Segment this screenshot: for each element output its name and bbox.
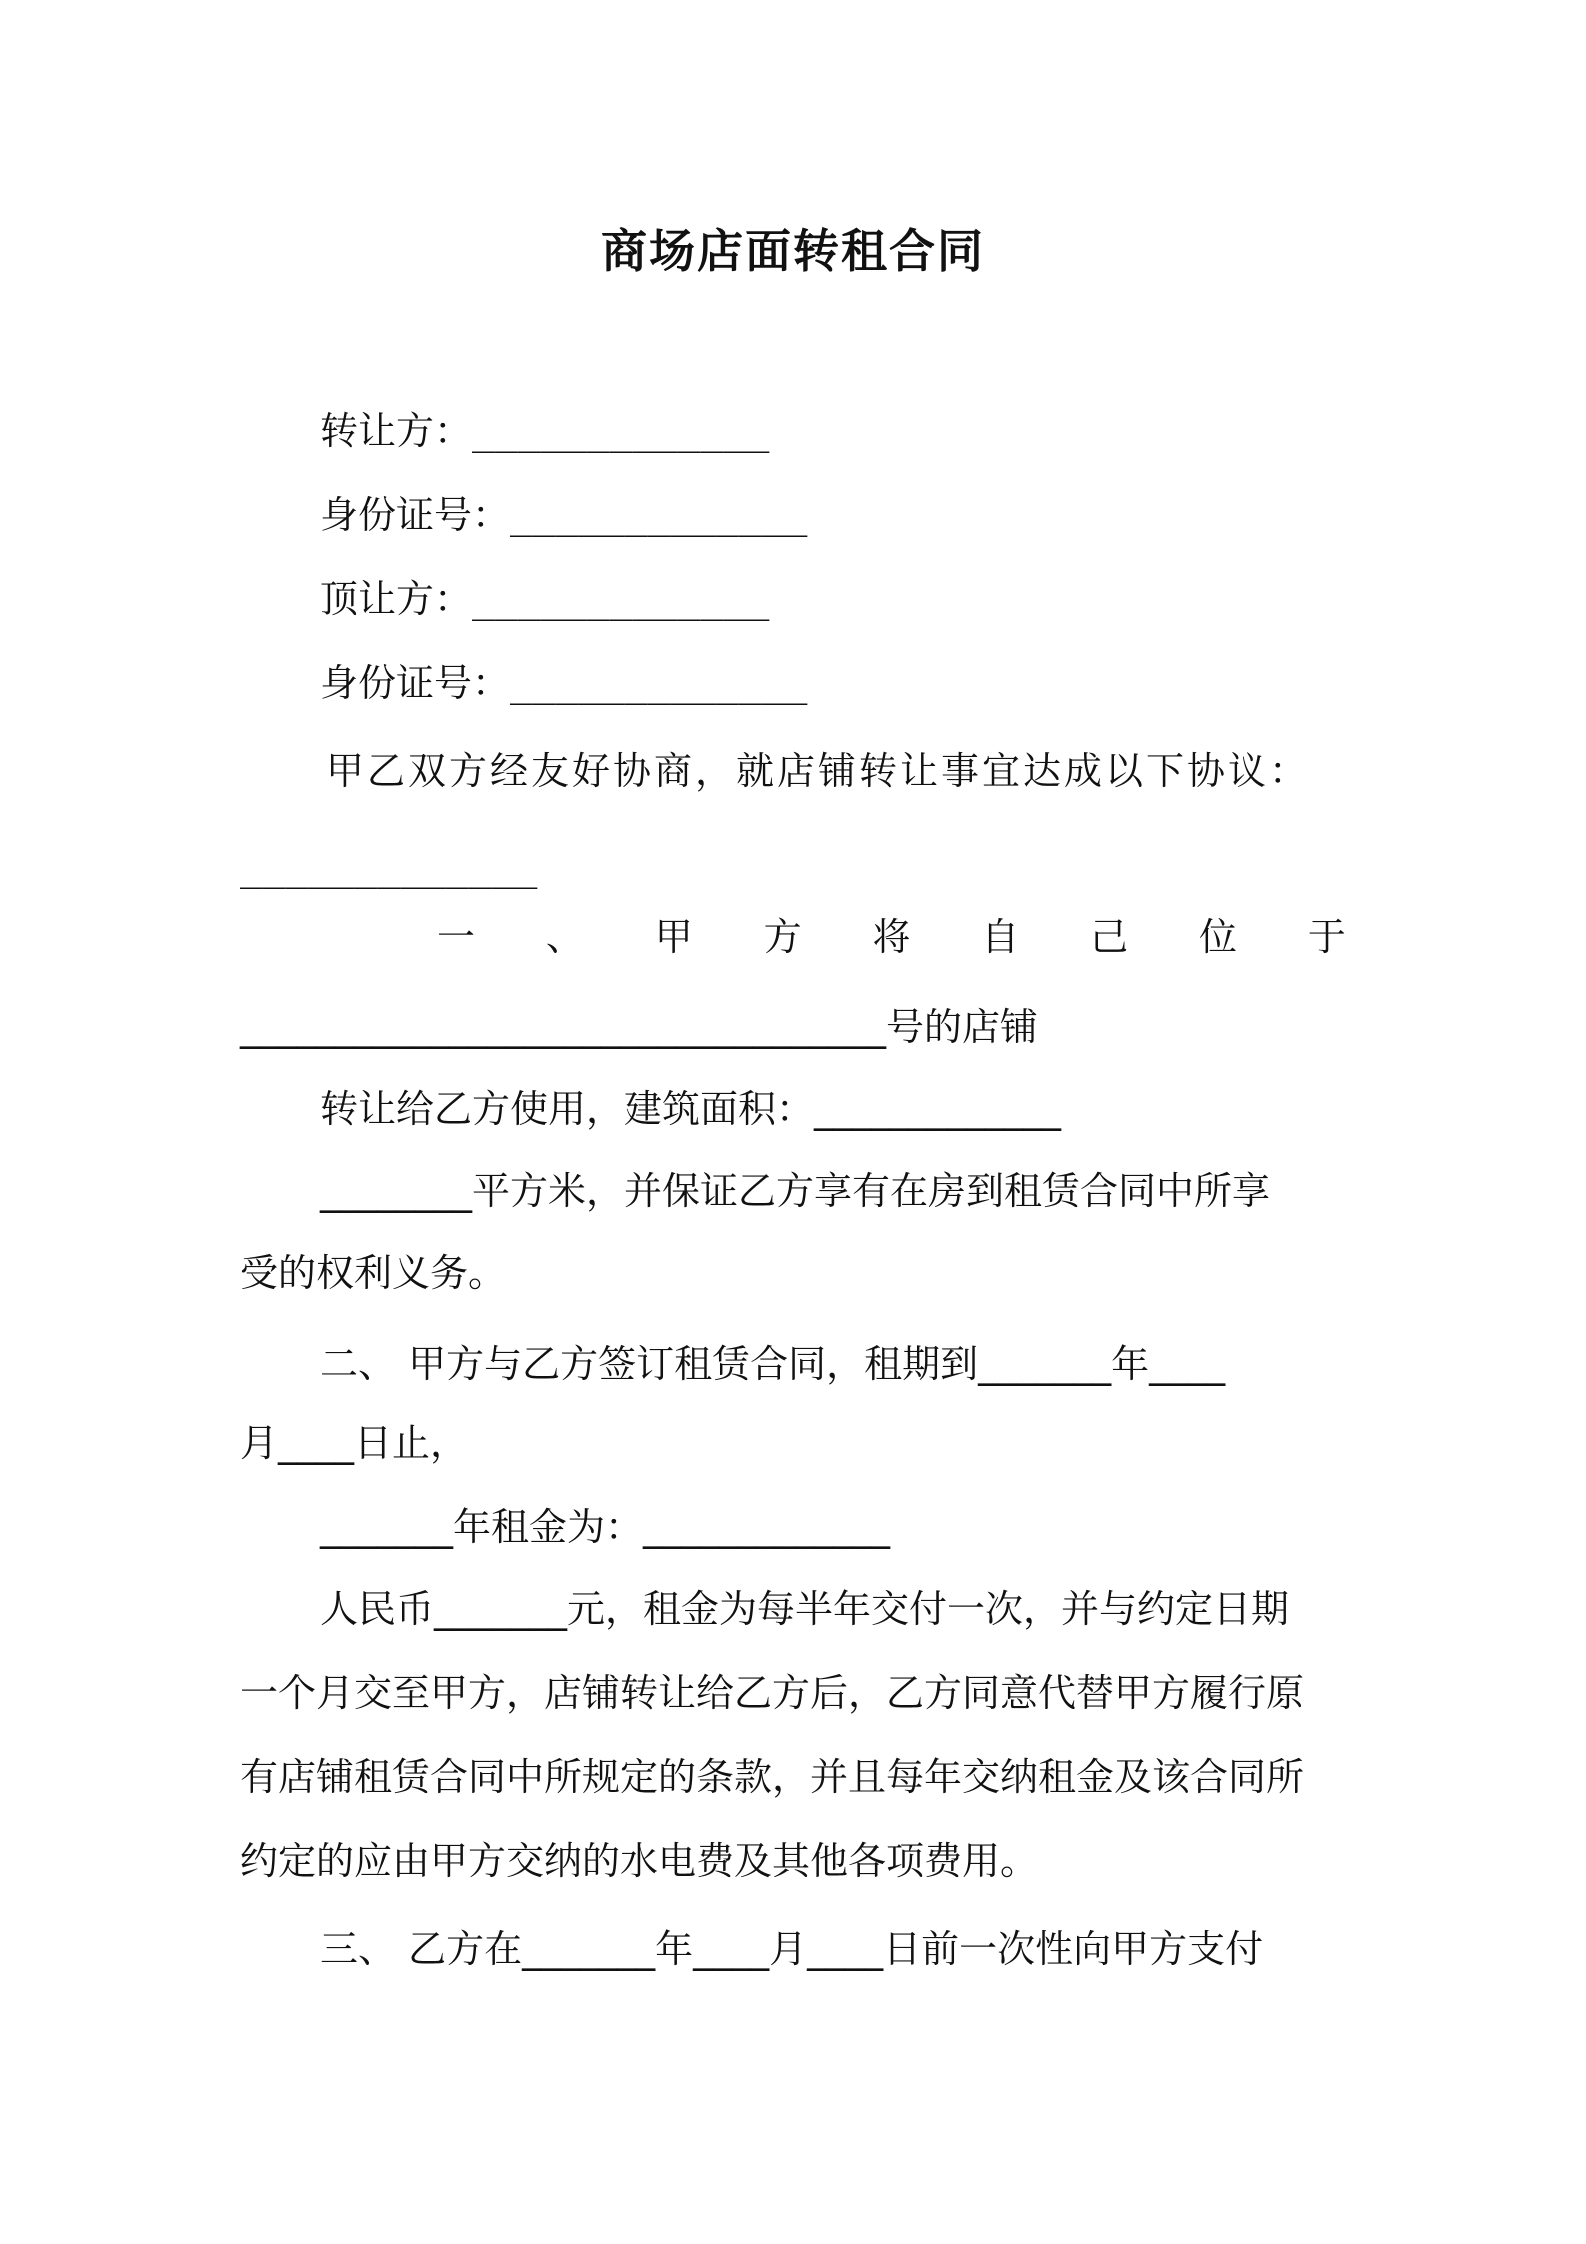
spread-char: 、 (545, 915, 584, 959)
party-label: 顶让方： (320, 577, 473, 621)
intro-paragraph: 甲乙双方经友好协商，就店铺转让事宜达成以下协议： (326, 749, 1311, 793)
spread-char: 于 (1307, 915, 1346, 959)
spread-char: 方 (763, 915, 802, 959)
clause2-line1: 二、 甲方与乙方签订租赁合同，租期到_______年____ (320, 1342, 1226, 1386)
clause2-line4: 人民币_______元，租金为每半年交付一次，并与约定日期 (320, 1587, 1290, 1631)
party-blank: _____________ (472, 409, 770, 453)
party-transferor-id (320, 493, 808, 537)
party-blank: _____________ (472, 577, 770, 621)
clause3-line1: 三、 乙方在_______年____月____日前一次性向甲方支付 (320, 1927, 1264, 1971)
spread-char: 将 (872, 915, 911, 959)
clause1-line2: __________________________________号的店铺 (240, 1005, 1039, 1049)
clause2-line7: 约定的应由甲方交纳的水电费及其他各项费用。 (240, 1839, 1039, 1883)
spread-char: 自 (981, 915, 1020, 959)
clause2-line5: 一个月交至甲方，店铺转让给乙方后，乙方同意代替甲方履行原 (240, 1671, 1305, 1715)
party-label: 身份证号： (320, 661, 511, 705)
party-transferee (320, 577, 770, 621)
clause1-line5: 受的权利义务。 (240, 1251, 507, 1295)
document-title: 商场店面转租合同 (601, 224, 985, 278)
intro-blank: _____________ (240, 845, 538, 889)
party-transferor (320, 409, 770, 453)
clause2-line3: _______年租金为：_____________ (320, 1505, 891, 1549)
party-blank: _____________ (510, 493, 808, 537)
clause1-line1 (437, 915, 1346, 959)
clause1-line3: 转让给乙方使用，建筑面积：_____________ (320, 1087, 1062, 1131)
spread-char: 甲 (654, 915, 693, 959)
party-label: 转让方： (320, 409, 473, 453)
party-transferee-id (320, 661, 808, 705)
party-label: 身份证号： (320, 493, 511, 537)
party-blank: _____________ (510, 661, 808, 705)
clause2-line6: 有店铺租赁合同中所规定的条款，并且每年交纳租金及该合同所 (240, 1755, 1305, 1799)
spread-char: 位 (1199, 915, 1238, 959)
spread-char: 一 (437, 915, 476, 959)
clause1-line4: ________平方米，并保证乙方享有在房到租赁合同中所享 (320, 1169, 1271, 1213)
clause2-line2: 月____日止， (240, 1421, 469, 1465)
spread-char: 己 (1090, 915, 1129, 959)
